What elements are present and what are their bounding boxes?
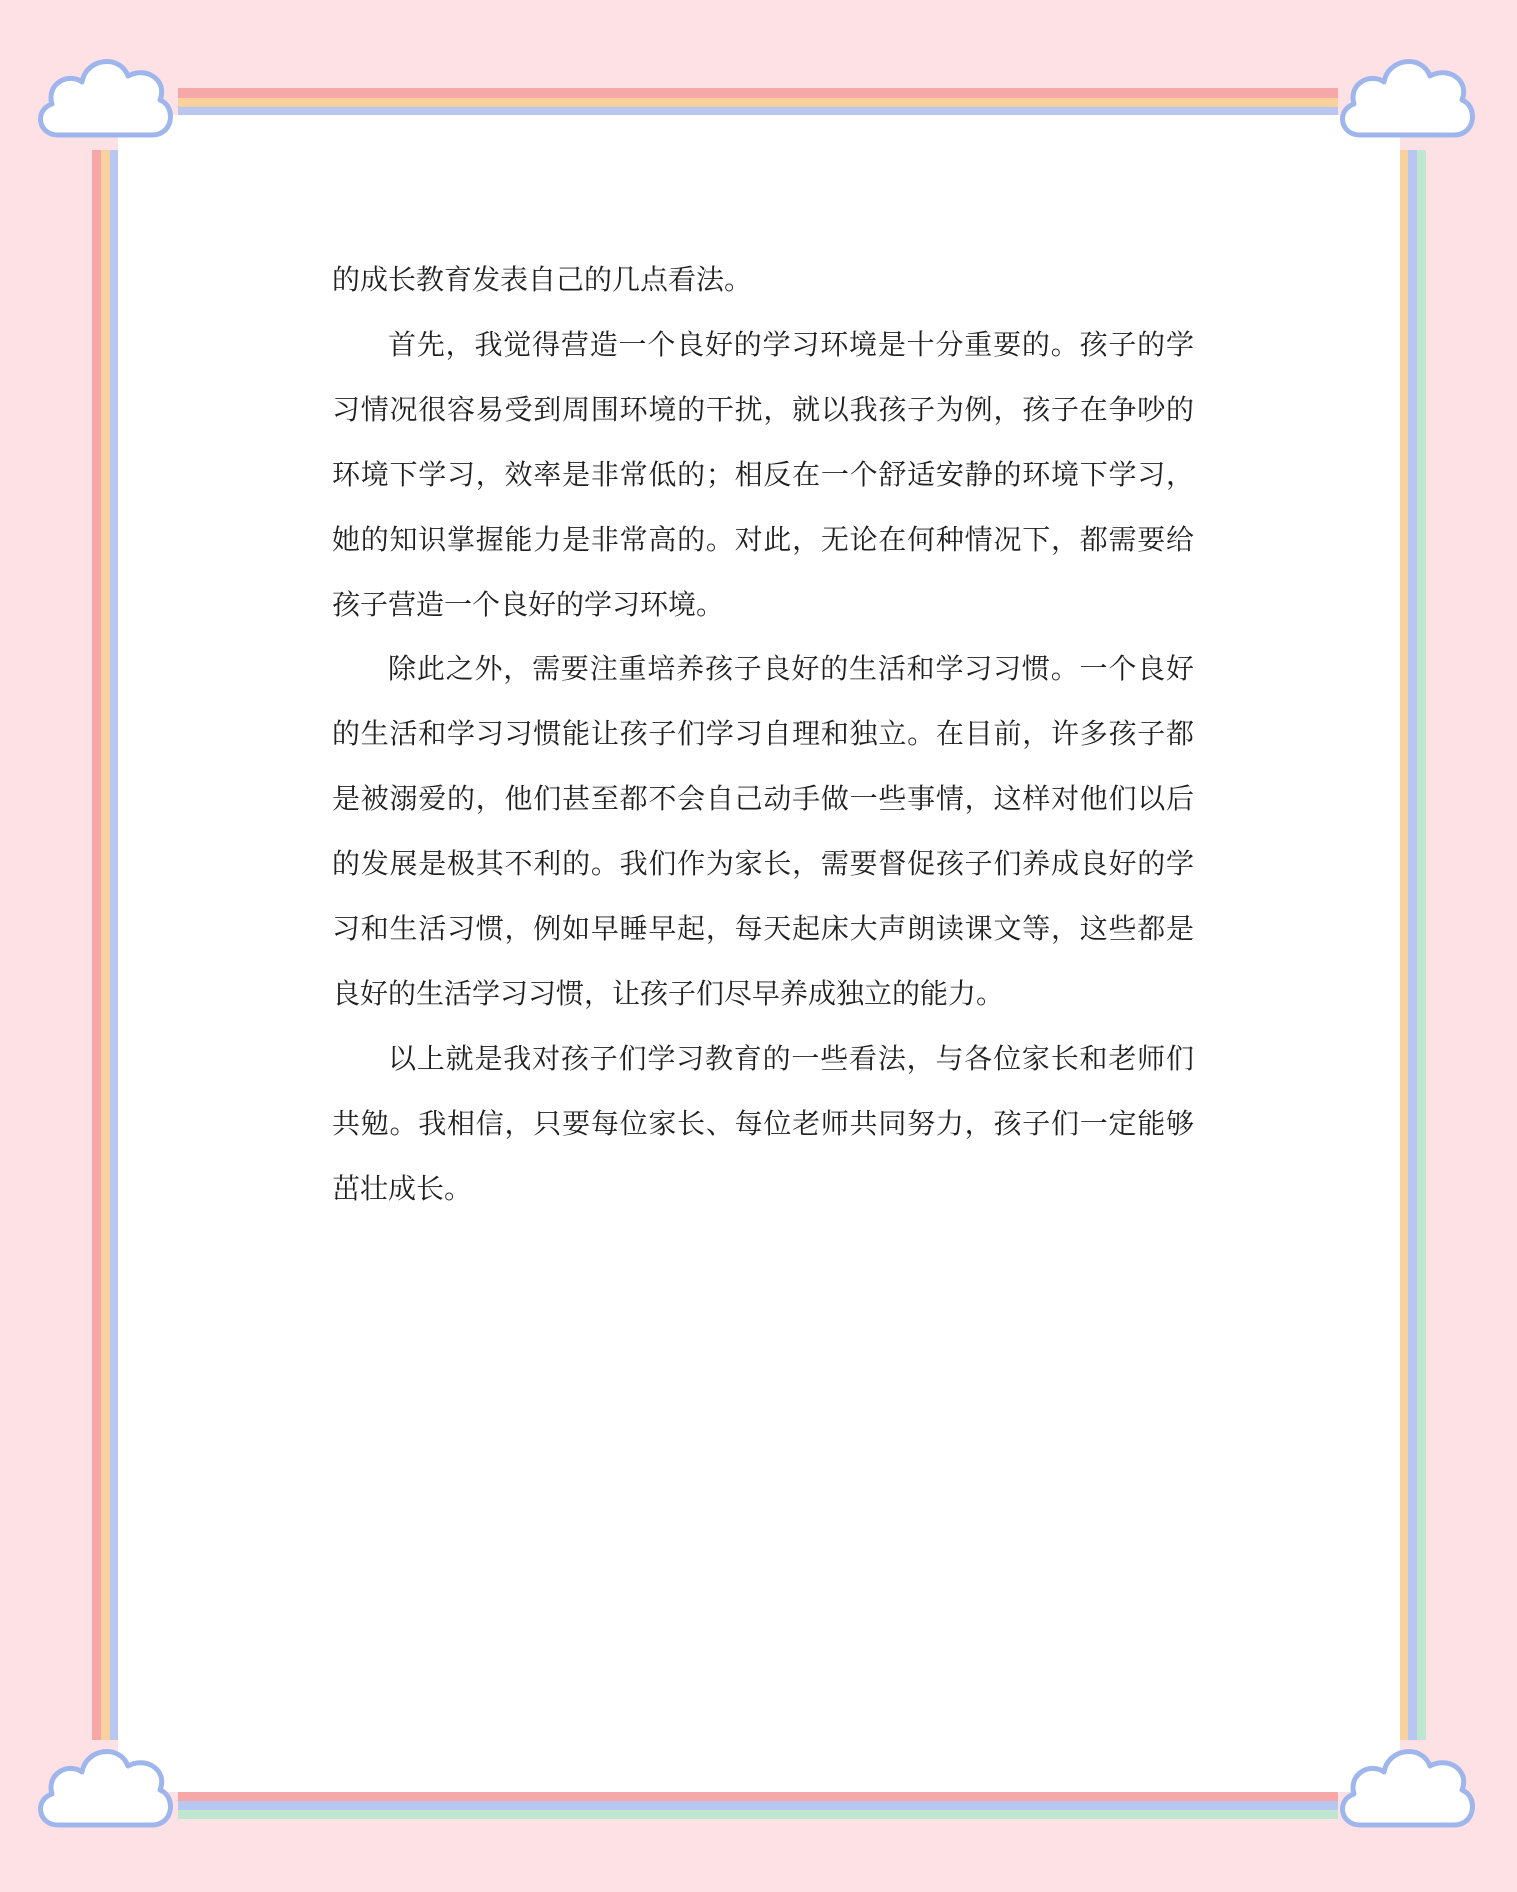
frame-stripe-top-blue <box>178 107 1338 115</box>
paragraph-habits: 除此之外，需要注重培养孩子良好的生活和学习习惯。一个良好的生活和学习习惯能让孩子们学习自理和独立。在目前，许多孩子都是被溺爱的，他们甚至都不会自己动手做一些事情，这样对他们以后的发展是极其不利的。我们作为家长，需要督促孩子们养成良好的学习和生活习惯，例如早睡早起，每天起床大声朗读课文等，这些都是良好的生活学习习惯，让孩子们尽早养成独立的能力。 <box>332 652 1194 1010</box>
paragraph-learning-environment: 首先，我觉得营造一个良好的学习环境是十分重要的。孩子的学习情况很容易受到周围环境的干扰，就以我孩子为例，孩子在争吵的环境下学习，效率是非常低的；相反在一个舒适安静的环境下学习，她的知识掌握能力是非常高的。对此，无论在何种情况下，都需要给孩子营造一个良好的学习环境。 <box>332 327 1194 621</box>
paragraph-continuation: 的成长教育发表自己的几点看法。 <box>332 263 753 296</box>
frame-stripe-top-orange <box>178 98 1338 107</box>
cloud-icon <box>1330 40 1480 160</box>
frame-stripe-left-pink <box>92 150 101 1740</box>
paragraph-conclusion: 以上就是我对孩子们学习教育的一些看法，与各位家长和老师们共勉。我相信，只要每位家长、每位老师共同努力，孩子们一定能够茁壮成长。 <box>332 1041 1194 1205</box>
cloud-icon <box>28 1730 178 1850</box>
frame-stripe-right-blue <box>1408 150 1417 1740</box>
document-body <box>332 248 1194 1222</box>
cloud-icon <box>1330 1730 1480 1850</box>
frame-stripe-bottom-green <box>178 1810 1338 1819</box>
frame-stripe-left-blue <box>110 150 118 1740</box>
frame-stripe-right-green <box>1417 150 1426 1740</box>
frame-stripe-right-orange <box>1400 150 1408 1740</box>
frame-stripe-top-pink <box>178 88 1338 98</box>
cloud-icon <box>28 40 178 160</box>
frame-stripe-left-orange <box>101 150 110 1740</box>
frame-stripe-bottom-pink <box>178 1792 1338 1801</box>
frame-stripe-bottom-blue <box>178 1801 1338 1810</box>
